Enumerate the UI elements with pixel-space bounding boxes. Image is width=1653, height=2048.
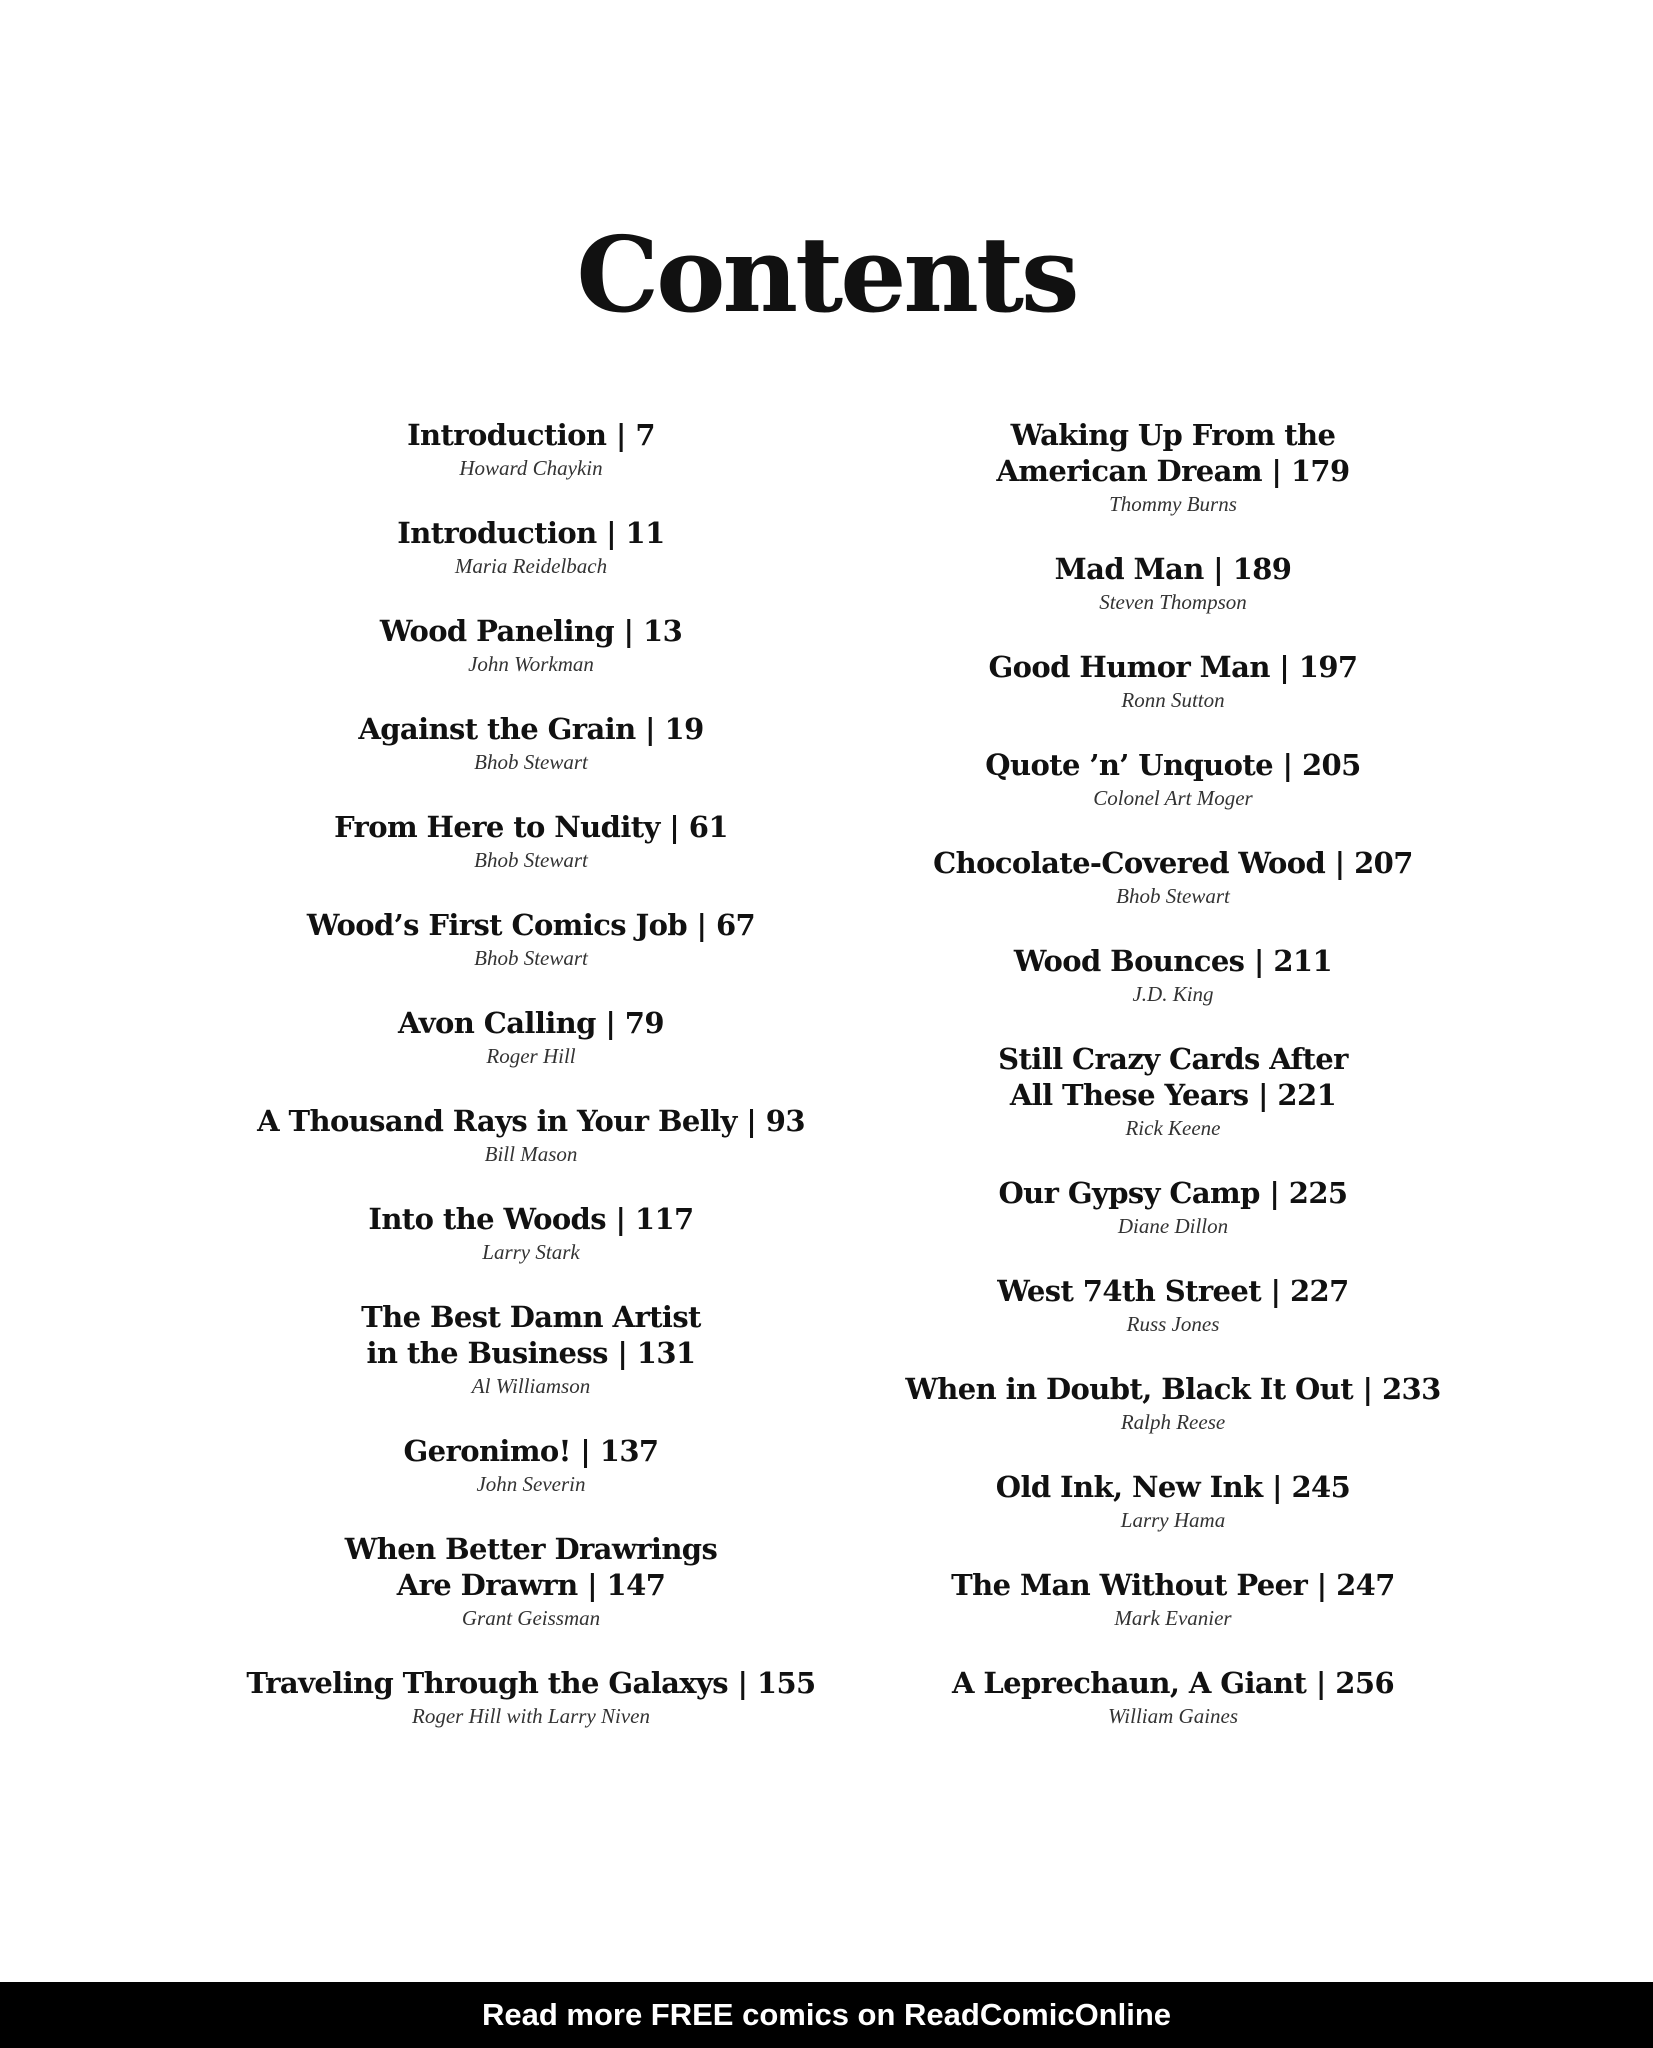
toc-entry-title: Geronimo! | 137 bbox=[403, 1434, 659, 1468]
toc-entry-author: Ralph Reese bbox=[1120, 1410, 1226, 1434]
toc-entry bbox=[773, 417, 1573, 518]
toc-entry-author: Grant Geissman bbox=[461, 1606, 601, 1630]
toc-entry-title: Our Gypsy Camp | 225 bbox=[998, 1176, 1348, 1210]
toc-entry-title: Wood’s First Comics Job | 67 bbox=[306, 908, 756, 942]
toc-entry-author: Bill Mason bbox=[484, 1142, 578, 1166]
toc-entry bbox=[773, 1665, 1573, 1730]
toc-entry-title: Into the Woods | 117 bbox=[368, 1202, 694, 1236]
toc-entry-title: Waking Up From the American Dream | 179 bbox=[996, 418, 1350, 488]
toc-entry-title: When Better Drawrings Are Drawrn | 147 bbox=[344, 1532, 718, 1602]
toc-entry-title: A Thousand Rays in Your Belly | 93 bbox=[257, 1104, 805, 1138]
toc-entry-author: Colonel Art Moger bbox=[1093, 786, 1253, 810]
toc-entry-author: Steven Thompson bbox=[1099, 590, 1247, 614]
toc-entry-title: When in Doubt, Black It Out | 233 bbox=[905, 1372, 1441, 1406]
toc-entry bbox=[773, 1041, 1573, 1142]
toc-entry-author: Bhob Stewart bbox=[474, 848, 588, 872]
toc-entry-title: Against the Grain | 19 bbox=[358, 712, 704, 746]
toc-entry bbox=[773, 747, 1573, 812]
toc-entry-author: Diane Dillon bbox=[1117, 1214, 1229, 1238]
toc-entry-title: Quote ’n’ Unquote | 205 bbox=[985, 748, 1361, 782]
toc-entry-author: Al Williamson bbox=[471, 1374, 591, 1398]
toc-entry-title: From Here to Nudity | 61 bbox=[334, 810, 728, 844]
toc-entry-title: Good Humor Man | 197 bbox=[988, 650, 1358, 684]
toc-entry-author: Maria Reidelbach bbox=[454, 554, 608, 578]
toc-entry bbox=[773, 943, 1573, 1008]
toc-entry-title: Mad Man | 189 bbox=[1054, 552, 1292, 586]
toc-entry bbox=[773, 551, 1573, 616]
toc-entry-author: Rick Keene bbox=[1125, 1116, 1221, 1140]
toc-entry-title: Introduction | 11 bbox=[397, 516, 665, 550]
toc-entry-author: Bhob Stewart bbox=[1116, 884, 1230, 908]
toc-entry-author: Bhob Stewart bbox=[474, 946, 588, 970]
toc-entry-title: West 74th Street | 227 bbox=[997, 1274, 1349, 1308]
toc-entry-author: Roger Hill bbox=[486, 1044, 576, 1068]
toc-entry-author: Thommy Burns bbox=[1109, 492, 1237, 516]
toc-entry-author: Ronn Sutton bbox=[1121, 688, 1225, 712]
toc-entry bbox=[773, 1273, 1573, 1338]
toc-entry-title: Chocolate-Covered Wood | 207 bbox=[933, 846, 1413, 880]
toc-entry-author: Larry Hama bbox=[1120, 1508, 1226, 1532]
toc-entry bbox=[773, 1175, 1573, 1240]
toc-entry-title: The Best Damn Artist in the Business | 131 bbox=[361, 1300, 701, 1370]
toc-entry-title: The Man Without Peer | 247 bbox=[951, 1568, 1395, 1602]
toc-entry-author: John Severin bbox=[476, 1472, 586, 1496]
toc-entry-author: Mark Evanier bbox=[1114, 1606, 1232, 1630]
page-title: Contents bbox=[576, 213, 1077, 336]
toc-entry-title: Still Crazy Cards After All These Years | 221 bbox=[998, 1042, 1348, 1112]
toc-entry bbox=[773, 1567, 1573, 1632]
contents-right-column bbox=[773, 417, 1573, 1763]
toc-entry-title: Traveling Through the Galaxys | 155 bbox=[246, 1666, 816, 1700]
toc-entry bbox=[773, 1371, 1573, 1436]
toc-entry bbox=[773, 845, 1573, 910]
toc-entry-title: Wood Bounces | 211 bbox=[1013, 944, 1333, 978]
toc-entry-title: Avon Calling | 79 bbox=[398, 1006, 664, 1040]
toc-entry-author: Bhob Stewart bbox=[474, 750, 588, 774]
toc-entry-author: Russ Jones bbox=[1126, 1312, 1220, 1336]
footer-banner[interactable]: Read more FREE comics on ReadComicOnline bbox=[0, 1982, 1653, 2048]
toc-entry-title: A Leprechaun, A Giant | 256 bbox=[951, 1666, 1395, 1700]
toc-entry bbox=[773, 1469, 1573, 1534]
toc-entry-title: Wood Paneling | 13 bbox=[379, 614, 683, 648]
toc-entry-author: J.D. King bbox=[1132, 982, 1214, 1006]
toc-entry-author: Roger Hill with Larry Niven bbox=[412, 1704, 650, 1728]
toc-entry bbox=[773, 649, 1573, 714]
toc-entry-title: Old Ink, New Ink | 245 bbox=[995, 1470, 1351, 1504]
toc-entry-author: Larry Stark bbox=[482, 1240, 580, 1264]
toc-entry-author: Howard Chaykin bbox=[459, 456, 603, 480]
toc-entry-title: Introduction | 7 bbox=[407, 418, 655, 452]
toc-entry-author: John Workman bbox=[468, 652, 594, 676]
toc-entry-author: William Gaines bbox=[1107, 1704, 1239, 1728]
